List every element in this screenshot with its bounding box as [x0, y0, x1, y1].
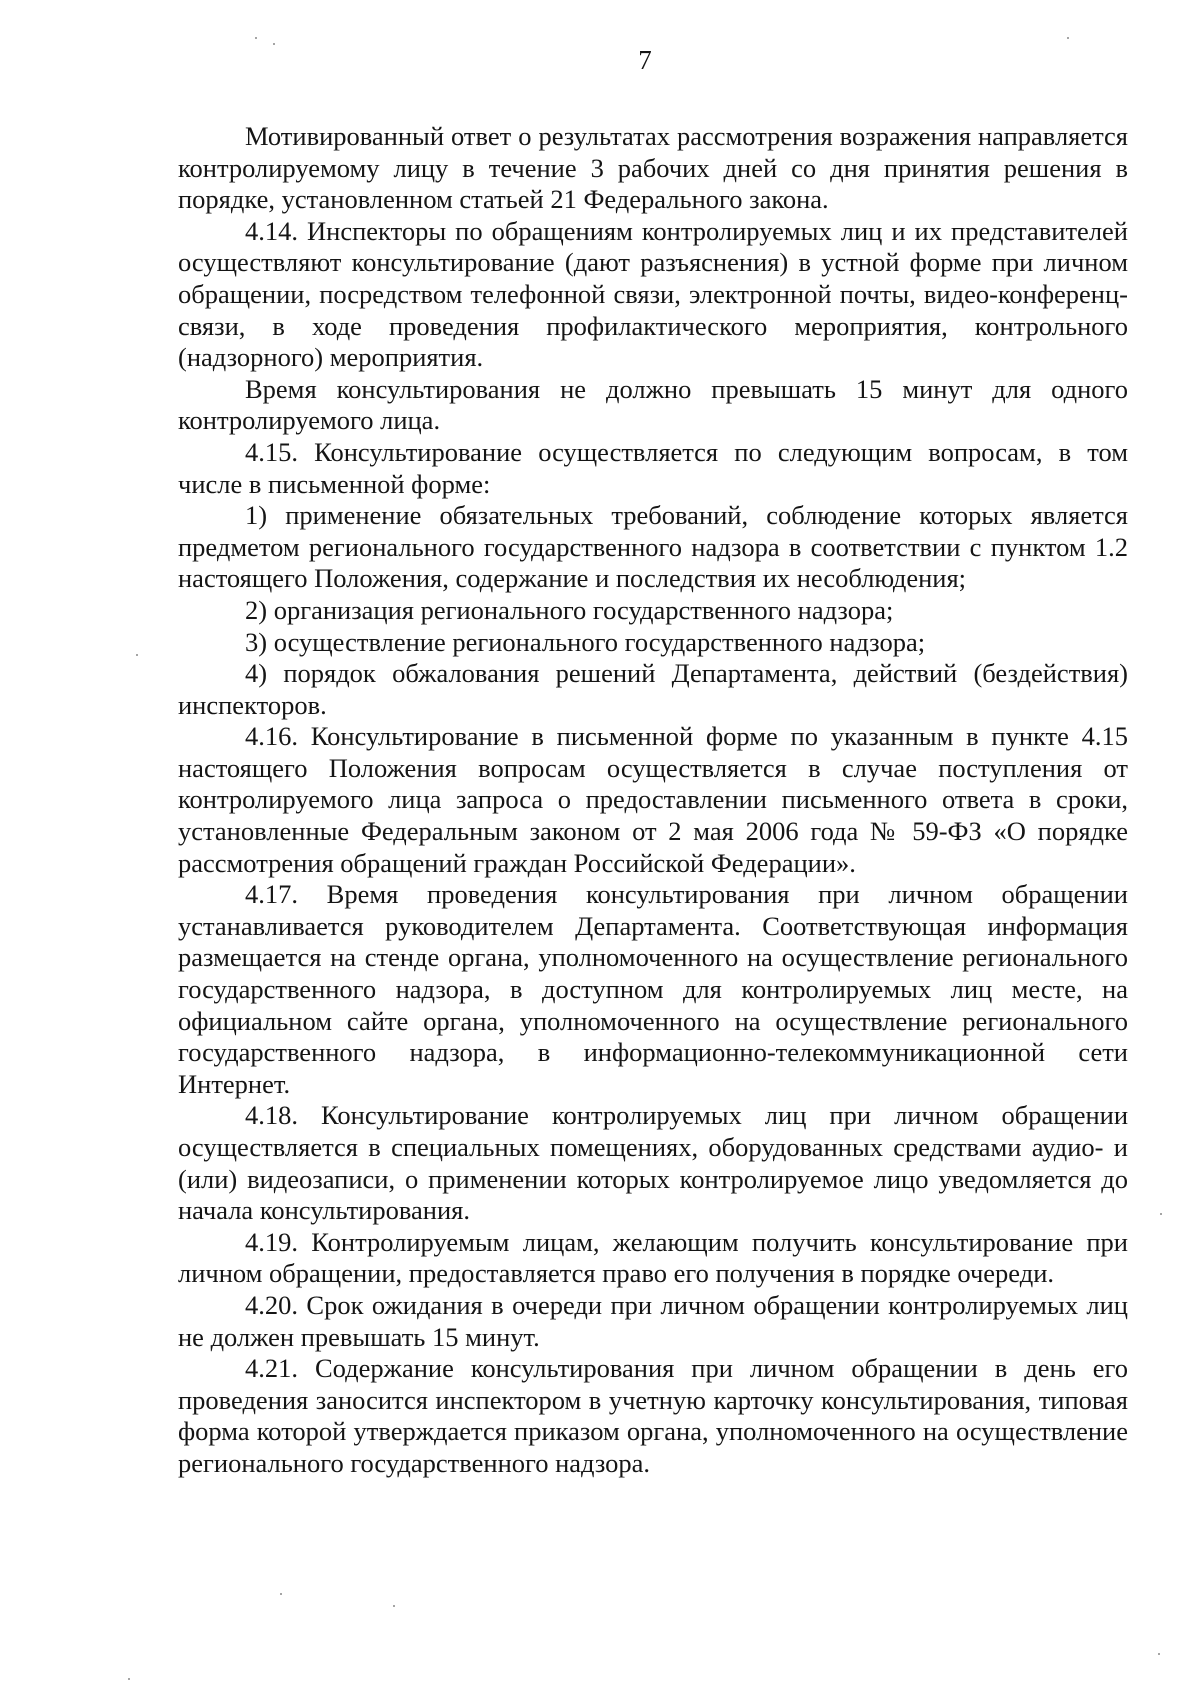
paragraph-4-16: 4.16. Консультирование в письменной форме по указанным в пункте 4.15 настоящего Положения вопросам осуществляется в случае поступления от контролируемого лица запроса о предоставлении письменного ответа в сроки, установленные Федеральным законом от 2 мая 2006 года № 59-ФЗ «О порядке рассмотрения обращений граждан Российской Федерации». — [178, 721, 1128, 878]
page-number: 7 — [638, 45, 652, 75]
paragraph-4-17: 4.17. Время проведения консультирования при личном обращении устанавливается руководителем Департамента. Соответствующая информация размещается на стенде органа, уполномоченного на осуществление регионального государственного надзора, в доступном для контролируемых лиц месте, на официальном сайте органа, уполномоченного на осуществление регионального государственного надзора, в информационно-телекоммуникационной сети Интернет. — [178, 879, 1128, 1099]
scan-speck — [280, 1593, 282, 1595]
list-item-1: 1) применение обязательных требований, соблюдение которых является предметом регионального государственного надзора в соответствии с пунктом 1.2 настоящего Положения, содержание и последствия их несоблюдения; — [178, 500, 1128, 594]
paragraph-4-19: 4.19. Контролируемым лицам, желающим получить консультирование при личном обращении, предоставляется право его получения в порядке очереди. — [178, 1226, 1128, 1289]
scan-speck — [136, 654, 138, 656]
list-item-3: 3) осуществление регионального государственного надзора; — [245, 626, 926, 657]
paragraph-4-18: 4.18. Консультирование контролируемых лиц при личном обращении осуществляется в специальных помещениях, оборудованных средствами аудио- и (или) видеозаписи, о применении которых контролируемое лицо уведомляется до начала консультирования. — [178, 1100, 1128, 1226]
paragraph-4-14: 4.14. Инспекторы по обращениям контролируемых лиц и их представителей осуществляют консультирование (дают разъяснения) в устной форме при личном обращении, посредством телефонной связи, электронной почты, видео-конференц-связи, в ходе проведения профилактического мероприятия, контрольного (надзорного) мероприятия. — [178, 215, 1128, 373]
list-item-2: 2) организация регионального государственного надзора; — [245, 594, 894, 625]
list-item-4: 4) порядок обжалования решений Департамента, действий (бездействия) инспекторов. — [178, 658, 1128, 720]
paragraph-4-15: 4.15. Консультирование осуществляется по следующим вопросам, в том числе в письменной форме: — [178, 436, 1128, 499]
paragraph-4-21: 4.21. Содержание консультирования при личном обращении в день его проведения заносится инспектором в учетную карточку консультирования, типовая форма которой утверждается приказом органа, уполномоченного на осуществление регионального государственного надзора. — [178, 1353, 1128, 1478]
paragraph-consultation-time: Время консультирования не должно превышать 15 минут для одного контролируемого лица. — [178, 373, 1128, 436]
paragraph-4-20: 4.20. Срок ожидания в очереди при личном обращении контролируемых лиц не должен превышать 15 минут. — [178, 1289, 1128, 1352]
scan-speck — [255, 37, 257, 39]
scan-speck — [1158, 1653, 1160, 1655]
scan-speck — [1067, 37, 1069, 39]
scan-speck — [1160, 1213, 1162, 1215]
document-body — [178, 121, 1128, 1480]
scan-speck — [393, 1605, 395, 1607]
scan-speck — [273, 43, 275, 45]
paragraph-objection-response: Мотивированный ответ о результатах рассмотрения возражения направляется контролируемому лицу в течение 3 рабочих дней со дня принятия решения в порядке, установленном статьей 21 Федерального закона. — [178, 121, 1128, 215]
scan-speck — [128, 1678, 130, 1680]
